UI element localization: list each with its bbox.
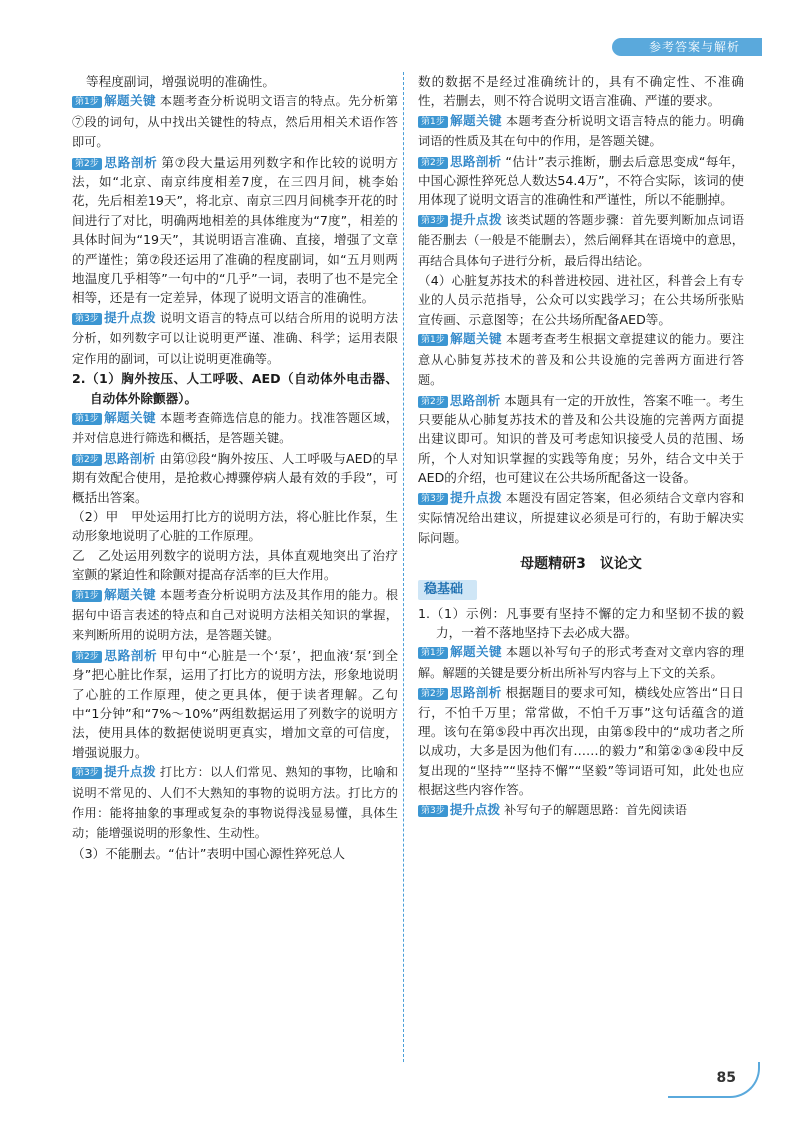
step2-badge: 第2步 <box>72 651 102 663</box>
step3-block <box>418 488 744 549</box>
step1-block <box>72 585 398 646</box>
step2-badge: 第2步 <box>72 454 102 466</box>
question-2-1: 2.（1）胸外按压、人工呼吸、AED（自动体外电击器、自动体外除颤器）。 <box>72 371 398 406</box>
paragraph: 数的数据不是经过准确统计的，具有不确定性、不准确性，若删去，则不符合说明文语言准确、严谨的要求。 <box>418 74 744 109</box>
tag-tip: 提升点拨 <box>103 309 156 325</box>
column-divider <box>403 72 404 1062</box>
text: “估计”表示推断，删去后意思变成“每年，中国心源性猝死总人数达54.4万”，不符合实际，该词的使用体现了说明文语言的准确性和严谨性，所以不能删掉。 <box>418 153 744 208</box>
step2-block <box>418 683 744 799</box>
text: 甲句中“心脏是一个‘泵’，把血液‘泵’到全身”把心脏比作泵，运用了打比方的说明方法，形象地说明了心脏的工作原理，使之更具体，便于读者理解。乙句中“1分钟”和“7%～10%”两组数据运用了列数字的说明方法，使用具体的数据使说明更真实，增加文章的可信度，增强说服力。 <box>72 647 398 760</box>
tag-key: 解题关键 <box>449 112 502 128</box>
left-column <box>72 72 398 863</box>
text: 补写句子的解题思路：首先阅读语 <box>504 802 687 817</box>
right-column <box>418 72 744 820</box>
page-number-arc <box>668 1062 760 1098</box>
text: 本题考查考生根据文章提建议的能力。要注意从心肺复苏技术的普及和公共设施的完善两方面进行答题。 <box>418 332 745 388</box>
tag-key: 解题关键 <box>449 331 502 347</box>
question-2-2a: （2）甲 甲处运用打比方的说明方法，将心脏比作泵，生动形象地说明了心脏的工作原理。 <box>72 508 398 544</box>
tag-key: 解题关键 <box>103 93 156 109</box>
text: 根据题目的要求可知，横线处应答出“日日行，不怕千万里；常常做，不怕千万事”这句话蕴含的道理。该句在第⑤段中再次出现，由第⑤段中的“成功者之所以成功，大多是因为他们有……的毅力”和第②③④段中反复出现的“坚持”“坚持不懈”“坚毅”等词语可知，此处也应根据这些内容作答。 <box>418 685 744 798</box>
tag-think: 思路剖析 <box>103 154 158 170</box>
text: 打比方：以人们常见、熟知的事物，比喻和说明不常见的、人们不大熟知的事物的说明方法。打比方的作用：能将抽象的事理或复杂的事物说得浅显易懂，具体生动；能增强说明的形象性、生动性。 <box>72 765 399 841</box>
step1-badge: 第1步 <box>72 590 102 602</box>
step2-block <box>72 153 398 308</box>
text: 本题以补写句子的形式考查对文章内容的理解。解题的关键是要分析出所补写内容与上下文的关系。 <box>418 645 745 680</box>
step2-block <box>72 646 398 762</box>
text: 本题考查分析说明文语言特点的能力。明确词语的性质及其在句中的作用，是答题关键。 <box>418 113 745 149</box>
text: 本题具有一定的开放性，答案不唯一。考生只要能从心肺复苏技术的普及和公共设施的完善两方面提出建议即可。知识的普及可考虑知识接受人员的范围、场所，个人对知识掌握的实践等角度；另外，结合文中关于AED的介绍，也可建议在公共场所配备这一设备。 <box>418 392 745 486</box>
step1-badge: 第1步 <box>72 413 102 425</box>
step3-block <box>72 308 398 369</box>
page-number: 85 <box>716 1070 736 1086</box>
text: 本题考查分析说明文语言的特点。先分析第⑦段的词句，从中找出关键性的特点，然后用相关术语作答即可。 <box>72 94 399 150</box>
question-1-1: 1.（1）示例：凡事要有坚持不懈的定力和坚韧不拔的毅力，一着不落地坚持下去必成大器。 <box>418 605 744 640</box>
step3-badge: 第3步 <box>418 493 448 505</box>
question-2-2b: 乙 乙处运用列数字的说明方法，具体直观地突出了治疗室颤的紧迫性和除颤对提高存活率的巨大作用。 <box>72 547 398 583</box>
tag-think: 思路剖析 <box>449 685 502 701</box>
tag-key: 解题关键 <box>103 409 156 425</box>
tag-tip: 提升点拨 <box>103 764 156 780</box>
question-2-3: （3）不能删去。“估计”表明中国心源性猝死总人 <box>72 845 345 861</box>
step3-block <box>418 800 744 820</box>
step2-block <box>418 152 744 210</box>
tag-think: 思路剖析 <box>449 392 501 408</box>
step1-badge: 第1步 <box>418 334 448 346</box>
text: 本题没有固定答案，但必须结合文章内容和实际情况给出建议，所提建议必须是可行的，有助于解决实际问题。 <box>418 490 745 546</box>
step2-block <box>418 391 744 488</box>
text: 本题考查分析说明方法及其作用的能力。根据句中语言表述的特点和自己对说明方法相关知识的掌握，来判断所用的说明方法，是答题关键。 <box>72 587 399 643</box>
step3-badge: 第3步 <box>418 215 448 227</box>
step2-block <box>72 449 398 507</box>
step2-badge: 第2步 <box>418 157 448 169</box>
text: 该类试题的答题步骤：首先要判断加点词语能否删去（一般是不能删去），然后阐释其在语境中的意思，再结合具体句子进行分析，最后得出结论。 <box>418 212 745 268</box>
section-badge: 稳基础 <box>418 580 477 599</box>
step1-block <box>418 642 744 683</box>
step3-badge: 第3步 <box>72 313 102 325</box>
step3-block <box>72 762 398 844</box>
question-4: （4）心脏复苏技术的科普进校园、进社区，科普会上有专业的人员示范指导，公众可以实践学习；在公共场所张贴宣传画、示意图等；在公共场所配备AED等。 <box>418 273 744 327</box>
tag-think: 思路剖析 <box>103 450 156 466</box>
step1-block <box>72 408 398 449</box>
header-title: 参考答案与解析 <box>648 40 740 54</box>
step1-block <box>418 111 744 152</box>
section-title: 母题精研3 议论文 <box>520 555 642 572</box>
text: 本题考查筛选信息的能力。找准答题区域，并对信息进行筛选和概括，是答题关键。 <box>72 410 399 446</box>
step3-badge: 第3步 <box>72 767 102 779</box>
step1-block <box>418 329 744 390</box>
step1-badge: 第1步 <box>418 647 448 659</box>
step1-block <box>72 91 398 152</box>
paragraph: 等程度副词，增强说明的准确性。 <box>86 74 275 89</box>
text: 说明文语言的特点可以结合所用的说明方法分析，如列数字可以让说明更严谨、准确、科学；运用表限定作用的副词，可以让说明更准确等。 <box>72 310 399 366</box>
step3-block <box>418 210 744 271</box>
step3-badge: 第3步 <box>418 805 448 817</box>
step2-badge: 第2步 <box>72 158 102 170</box>
step1-badge: 第1步 <box>72 96 102 108</box>
step1-badge: 第1步 <box>418 116 448 128</box>
tag-key: 解题关键 <box>449 644 502 660</box>
tag-key: 解题关键 <box>103 586 156 602</box>
text: 由第⑫段“胸外按压、人工呼吸与AED的早期有效配合使用，是抢救心搏骤停病人最有效的手段”，可概括出答案。 <box>72 450 399 505</box>
step2-badge: 第2步 <box>418 688 448 700</box>
tag-tip: 提升点拨 <box>449 211 502 227</box>
tag-think: 思路剖析 <box>103 647 158 663</box>
tag-tip: 提升点拨 <box>449 801 501 817</box>
step2-badge: 第2步 <box>418 396 448 408</box>
text: 第⑦段大量运用列数字和作比较的说明方法，如“北京、南京纬度相差7度，在三四月间，桃李始花，先后相差19天”，将北京、南京三四月间桃李开花的时间进行了对比，明确两地相差的具体维度为“7度”，相差的具体时间为“19天”，其说明语言准确、直接，增强了文章的严谨性；第⑦段还运用了准确的程度副词，如“五月则两地温度几乎相等”一句中的“几乎”一词，表明了也不是完全相等，还是有一定差异，体现了说明文语言的准确性。 <box>72 154 398 306</box>
tag-tip: 提升点拨 <box>449 489 502 505</box>
tag-think: 思路剖析 <box>449 153 502 169</box>
